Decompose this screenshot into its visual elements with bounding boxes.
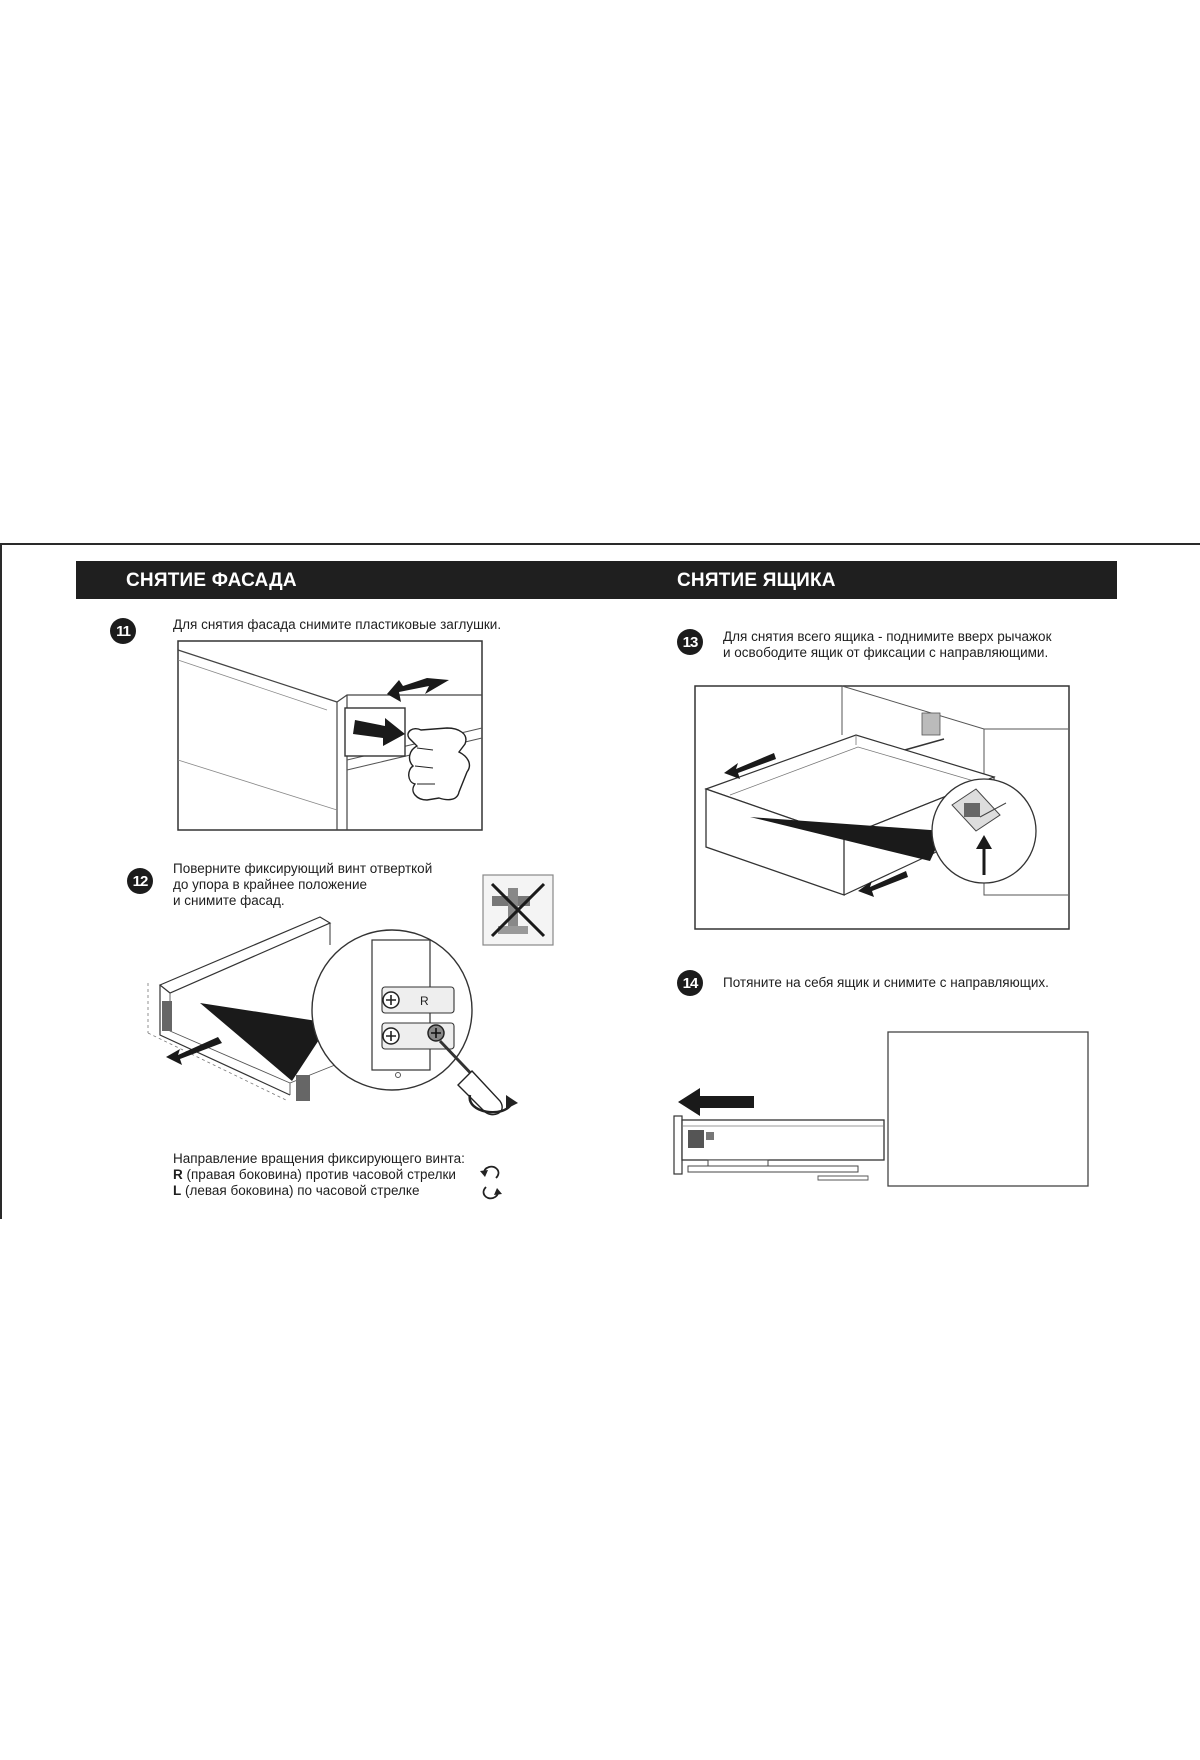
rotation-notes-title: Направление вращения фиксирующего винта: bbox=[173, 1151, 465, 1166]
step-12-text bbox=[173, 861, 432, 909]
step-11-badge: 11 bbox=[110, 618, 136, 644]
rotation-note-r-letter: R bbox=[173, 1167, 183, 1182]
step-11-text: Для снятия фасада снимите пластиковые заглушки. bbox=[173, 617, 502, 632]
figure-pull-drawer bbox=[668, 1030, 1090, 1190]
step-14-text: Потяните на себя ящик и снимите с направляющих. bbox=[723, 975, 1049, 990]
step-12-badge: 12 bbox=[127, 868, 153, 894]
figure-remove-drawer bbox=[694, 685, 1070, 930]
step-14-badge: 14 bbox=[677, 970, 703, 996]
rotation-note-r-text: (правая боковина) против часовой стрелки bbox=[182, 1167, 456, 1182]
rotation-note-l bbox=[173, 1183, 465, 1199]
step-13-badge: 13 bbox=[677, 629, 703, 655]
rotation-note-r bbox=[173, 1167, 465, 1183]
rotate-ccw-icon bbox=[480, 1164, 502, 1182]
step-13-text bbox=[723, 629, 1051, 661]
rotate-cw-icon bbox=[480, 1183, 502, 1201]
step-12-line-3: и снимите фасад. bbox=[173, 893, 285, 908]
step-12-line-2: до упора в крайнее положение bbox=[173, 877, 368, 892]
figure-rotate-screw bbox=[140, 905, 550, 1120]
rotation-note-l-text: (левая боковина) по часовой стрелке bbox=[181, 1183, 420, 1198]
section-header-bar bbox=[76, 561, 1117, 599]
rotation-notes bbox=[173, 1151, 465, 1199]
figure-remove-caps bbox=[177, 640, 483, 831]
section-title-drawer: СНЯТИЕ ЯЩИКА bbox=[677, 570, 836, 591]
detail-label-r: R bbox=[420, 994, 429, 1008]
section-title-facade: СНЯТИЕ ФАСАДА bbox=[126, 570, 297, 591]
rotation-note-l-letter: L bbox=[173, 1183, 182, 1198]
step-12-line-1: Поверните фиксирующий винт отверткой bbox=[173, 861, 433, 876]
step-13-line-1: Для снятия всего ящика - поднимите вверх рычажок bbox=[723, 629, 1052, 644]
step-13-line-2: и освободите ящик от фиксации с направляющими. bbox=[723, 645, 1049, 660]
